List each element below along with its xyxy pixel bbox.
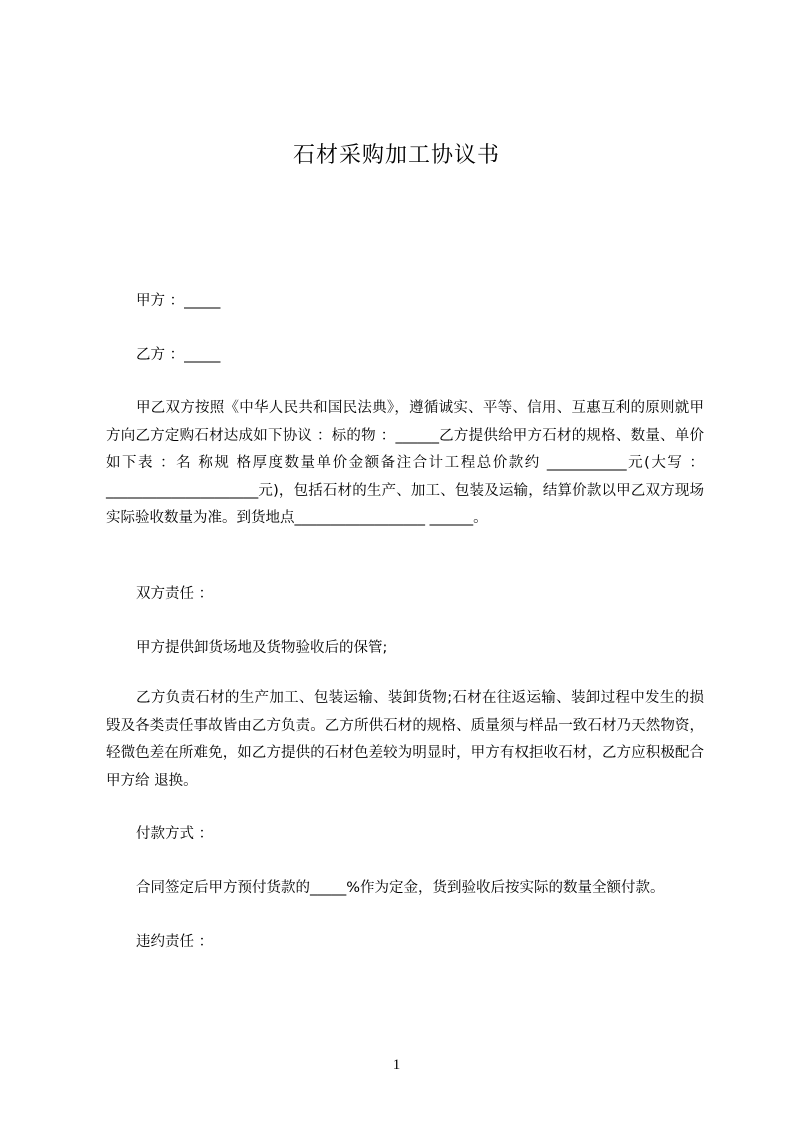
party-b-duty-paragraph: 乙方负责石材的生产加工、包装运输、装卸货物;石材在往返运输、装卸过程中发生的损毁及各类责任事故皆由乙方负责。乙方所供石材的规格、质量须与样品一致石材乃天然物资，轻微色差在所难免，如乙方提供的石材色差较为明显时，甲方有权拒收石材，乙方应积极配合甲方给 退换。 [106, 690, 704, 789]
agreement-intro-paragraph: 甲乙双方按照《中华人民共和国民法典》，遵循诚实、平等、信用、互惠互利的原则就甲方向乙方定购石材达成如下协议 ：标的物 ：______乙方提供给甲方石材的规格、数量、单价如下表 ：名 称规 格厚度数量单价金额备注合计工程总价款约 ___________元(大写 ：_____________________元)，包括石材的生产、加工、包装及运输，结算价款以甲乙双方现场实际验收数量为准。到货地点__________________ ______。 [106, 400, 704, 527]
party-a-line: 甲方 ：_____ [136, 293, 221, 309]
mutual-responsibility-heading: 双方责任 ： [136, 586, 214, 602]
party-b-line: 乙方 ：_____ [136, 347, 221, 363]
document-title: 石材采购加工协议书 [292, 143, 500, 168]
payment-terms-paragraph: 合同签定后甲方预付货款的_____%作为定金，货到验收后按实际的数量全额付款。 [136, 880, 665, 896]
page-number: 1 [392, 1057, 401, 1073]
party-a-duty-paragraph: 甲方提供卸货场地及货物验收后的保管; [136, 640, 388, 656]
payment-method-heading: 付款方式 ： [136, 826, 214, 842]
breach-responsibility-heading: 违约责任 ： [136, 934, 214, 950]
